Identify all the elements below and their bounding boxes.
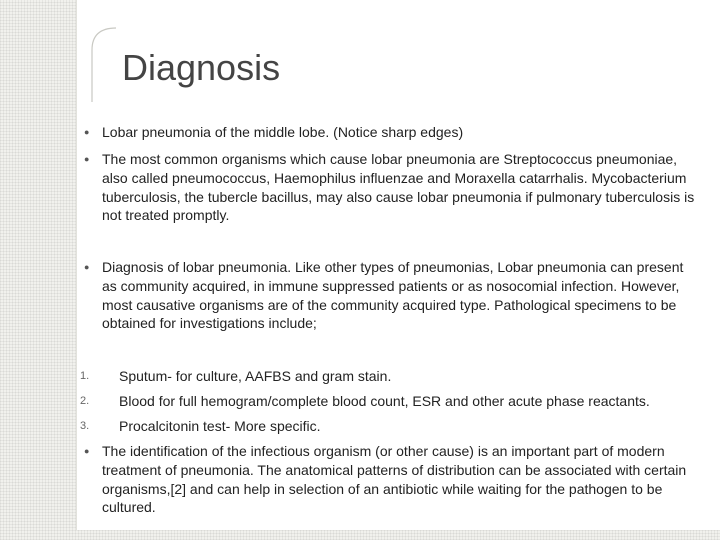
list-number: 1. — [80, 370, 90, 382]
list-number: 2. — [80, 395, 90, 407]
bullet-icon: ● — [84, 127, 90, 137]
strip-divider — [76, 0, 77, 540]
list-item: Diagnosis of lobar pneumonia. Like other types of pneumonias, Lobar pneumonia can present as community acquired, in immune suppressed patients or as nosocomial infection. However, most causative organisms are of the community acquired type. Pathological specimens to be obtained for investigations include; — [102, 259, 684, 332]
list-item: The most common organisms which cause lobar pneumonia are Streptococcus pneumoniae, also called pneumococcus, Haemophilus influenzae and Moraxella catarrhalis. Mycobacterium tuberculosis, the tubercle bacillus, may also cause lobar pneumonia if pulmonary tuberculosis is not treated promptly. — [102, 151, 695, 224]
page-title: Diagnosis — [122, 47, 281, 88]
bullet-icon: ● — [84, 154, 90, 164]
list-item: Lobar pneumonia of the middle lobe. (Notice sharp edges) — [102, 124, 464, 140]
bullet-icon: ● — [84, 446, 90, 456]
list-number: 3. — [80, 420, 90, 432]
bullet-icon: ● — [84, 262, 90, 272]
decorative-bottom-strip — [0, 530, 720, 540]
decorative-left-strip — [0, 0, 76, 540]
numbered-list-item: Blood for full hemogram/complete blood count, ESR and other acute phase reactants. — [119, 393, 650, 409]
list-item: The identification of the infectious organism (or other cause) is an important part of modern treatment of pneumonia. The anatomical patterns of distribution can be associated with certain organisms,[2] and can help in selection of an antibiotic while waiting for the pathogen to be cultured. — [102, 443, 687, 516]
numbered-list-item: Procalcitonin test- More specific. — [119, 418, 321, 434]
numbered-list-item: Sputum- for culture, AAFBS and gram stain. — [119, 368, 392, 384]
